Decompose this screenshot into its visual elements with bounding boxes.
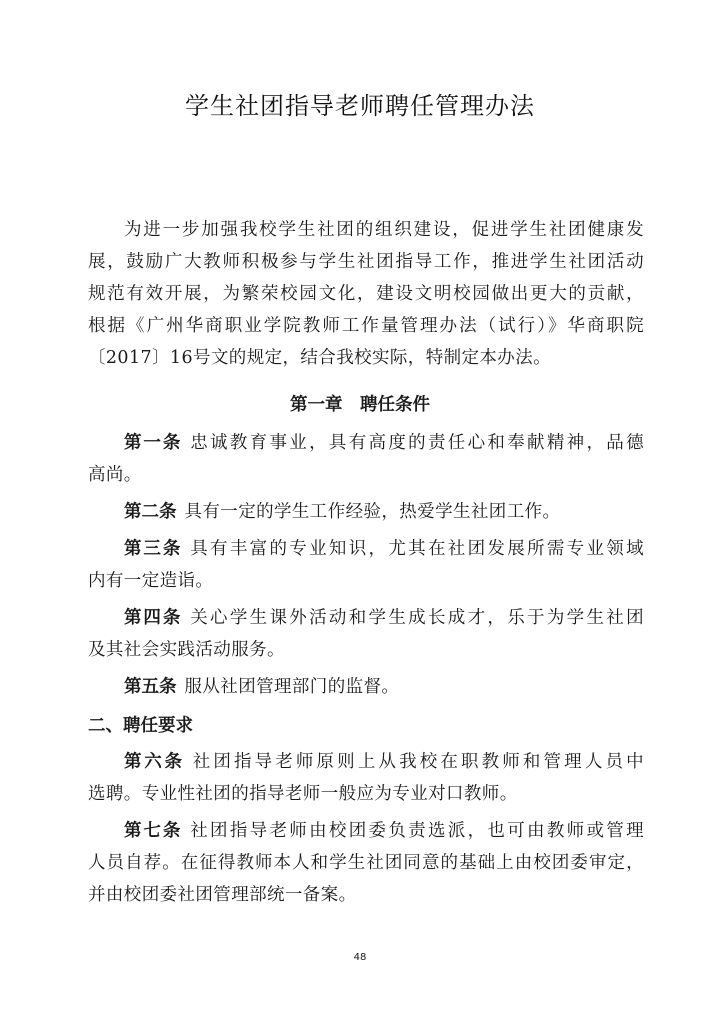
article-text: 忠诚教育事业，具有高度的责任心和奉献精神，品德 bbox=[190, 433, 645, 453]
article-label: 第五条 bbox=[124, 677, 177, 697]
chapter-heading: 第一章 聘任条件 bbox=[290, 395, 430, 415]
article-1 bbox=[124, 427, 644, 459]
article-2 bbox=[124, 496, 644, 528]
article-text: 具有一定的学生工作经验，热爱学生社团工作。 bbox=[184, 502, 561, 522]
article-4 bbox=[124, 602, 644, 634]
article-7 bbox=[124, 815, 644, 847]
article-text: 社团指导老师由校团委负责选派，也可由教师或管理 bbox=[190, 821, 645, 841]
article-4-continuation: 及其社会实践活动服务。 bbox=[88, 640, 285, 660]
article-label: 第二条 bbox=[124, 502, 177, 522]
preamble-line: 根据《广州华商职业学院教师工作量管理办法（试行）》华商职院 bbox=[88, 316, 644, 336]
section-heading: 二、聘任要求 bbox=[88, 716, 193, 736]
preamble-line: 为进一步加强我校学生社团的组织建设，促进学生社团健康发 bbox=[124, 220, 644, 240]
preamble-line: 规范有效开展，为繁荣校园文化，建设文明校园做出更大的贡献， bbox=[88, 284, 644, 304]
article-label: 第一条 bbox=[124, 433, 183, 453]
article-7-continuation: 并由校团委社团管理部统一备案。 bbox=[88, 885, 357, 905]
article-text: 具有丰富的专业知识，尤其在社团发展所需专业领域 bbox=[190, 539, 645, 559]
article-label: 第四条 bbox=[124, 608, 183, 628]
article-3-continuation: 内有一定造诣。 bbox=[88, 571, 214, 591]
article-text: 服从社团管理部门的监督。 bbox=[184, 677, 400, 697]
article-text: 社团指导老师原则上从我校在职教师和管理人员中 bbox=[192, 752, 644, 772]
preamble-line: 展，鼓励广大教师积极参与学生社团指导工作，推进学生社团活动 bbox=[88, 252, 644, 272]
article-label: 第七条 bbox=[124, 821, 183, 841]
article-3 bbox=[124, 533, 644, 565]
document-title: 学生社团指导老师聘任管理办法 bbox=[185, 92, 535, 120]
preamble-line: 〔2017〕16号文的规定，结合我校实际，特制定本办法。 bbox=[88, 348, 552, 368]
article-1-continuation: 高尚。 bbox=[88, 465, 142, 485]
article-text: 关心学生课外活动和学生成长成才，乐于为学生社团 bbox=[190, 608, 645, 628]
article-5 bbox=[124, 671, 644, 703]
page-number: 48 bbox=[353, 952, 367, 963]
article-6 bbox=[124, 746, 644, 778]
article-label: 第三条 bbox=[124, 539, 183, 559]
article-6-continuation: 选聘。专业性社团的指导老师一般应为专业对口教师。 bbox=[88, 784, 518, 804]
article-7-continuation: 人员自荐。在征得教师本人和学生社团同意的基础上由校团委审定， bbox=[88, 853, 644, 873]
article-label: 第六条 bbox=[124, 752, 185, 772]
